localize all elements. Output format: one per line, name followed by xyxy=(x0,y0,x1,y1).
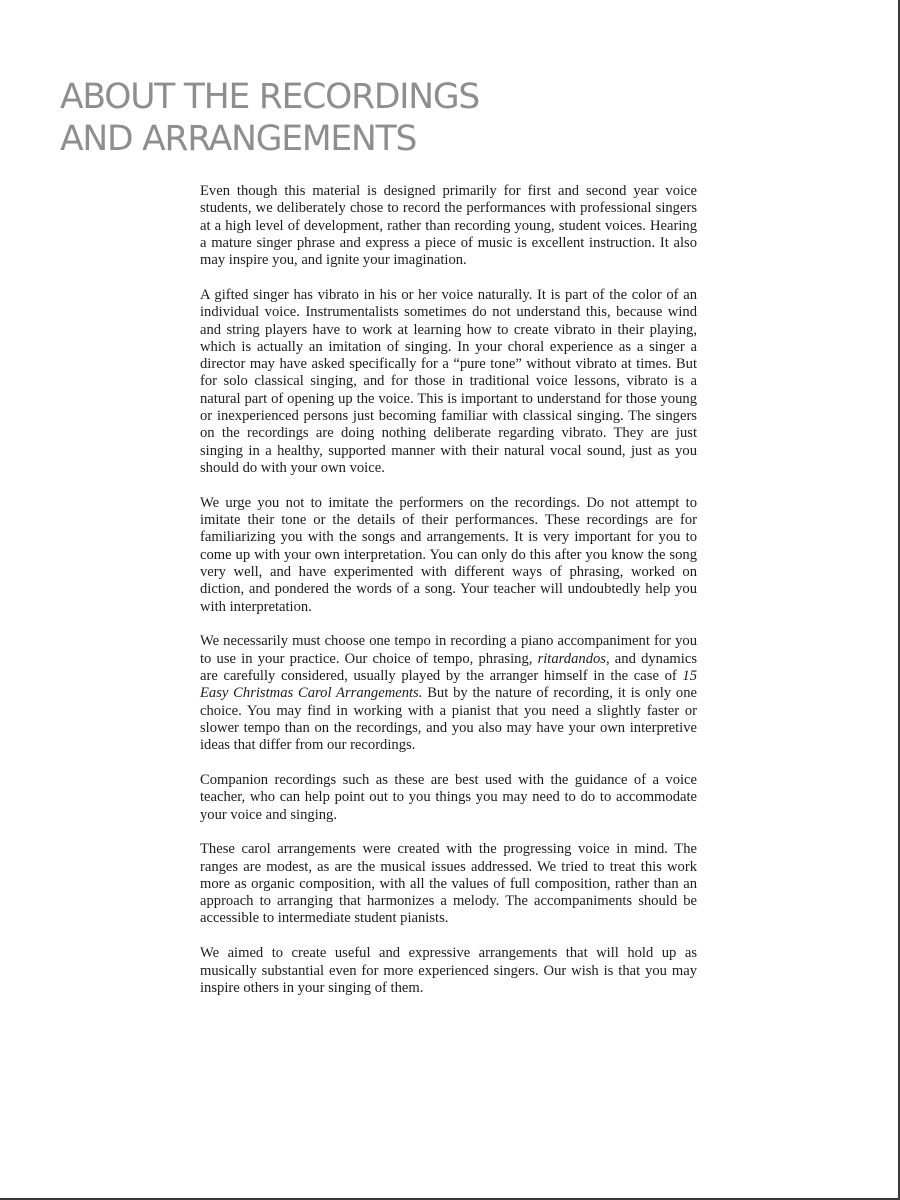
page-title-line-1: ABOUT THE RECORDINGS xyxy=(60,77,480,117)
body-text xyxy=(200,183,697,1015)
paragraph-3: We urge you not to imitate the performers on the recordings. Do not attempt to imitate their tone or the details of their performances. These recordings are for familiarizing you with the songs and arrangements. It is very important for you to come up with your own interpretation. You can only do this after you know the song very well, and have experimented with different ways of phrasing, worked on diction, and pondered the words of a song. Your teacher will undoubtedly help you with interpretation. xyxy=(200,494,697,615)
paragraph-6: These carol arrangements were created with the progressing voice in mind. The ranges are modest, as are the musical issues addressed. We tried to treat this work more as organic composition, with all the values of full composition, rather than an approach to arranging that harmonizes a melody. The accompaniments should be accessible to intermediate student pianists. xyxy=(200,841,697,927)
page-title xyxy=(60,76,860,160)
paragraph-7: We aimed to create useful and expressive arrangements that will hold up as musically substantial even for more experienced singers. Our wish is that you may inspire others in your singing of them. xyxy=(200,945,697,996)
paragraph-4 xyxy=(200,633,697,754)
paragraph-4-text-c: , and dynamics are carefully considered, usually played by the arranger himself in the case of xyxy=(200,650,697,684)
paragraph-2: A gifted singer has vibrato in his or her voice naturally. It is part of the color of an individual voice. Instrumentalists sometimes do not understand this, because wind and string players have to work at learning how to create vibrato in their playing, which is actually an imitation of singing. In your choral experience as a singer a director may have asked specifically for a “pure tone” without vibrato at times. But for solo classical singing, and for those in traditional voice lessons, vibrato is a natural part of opening up the voice. This is important to understand for those young or inexperienced persons just becoming familiar with classical singing. The singers on the recordings are doing nothing deliberate regarding vibrato. They are just singing in a healthy, supported manner with their natural vocal sound, just as you should do with your own voice. xyxy=(200,286,697,476)
paragraph-4-italic-book-title: 15 Easy Christmas Carol Arrangements. xyxy=(200,667,697,702)
page-title-line-2: AND ARRANGEMENTS xyxy=(60,119,417,159)
paragraph-4-italic-ritardandos: ritardandos xyxy=(537,650,606,667)
paragraph-1: Even though this material is designed primarily for first and second year voice students, we deliberately chose to record the performances with professional singers at a high level of development, rather than recording young, student voices. Hearing a mature singer phrase and express a piece of music is excellent instruction. It also may inspire you, and ignite your imagination. xyxy=(200,183,697,269)
paragraph-4-text-e: But by the nature of recording, it is only one choice. You may find in working with a pianist that you need a slightly faster or slower tempo than on the recordings, and you also may have your own interpretive ideas that differ from our recordings. xyxy=(200,685,697,754)
paragraph-4-text-a: We necessarily must choose one tempo in recording a piano accompaniment for you to use in your practice. Our choice of tempo, phrasing, xyxy=(200,633,697,667)
paragraph-5: Companion recordings such as these are best used with the guidance of a voice teacher, who can help point out to you things you may need to do to accommodate your voice and singing. xyxy=(200,771,697,823)
